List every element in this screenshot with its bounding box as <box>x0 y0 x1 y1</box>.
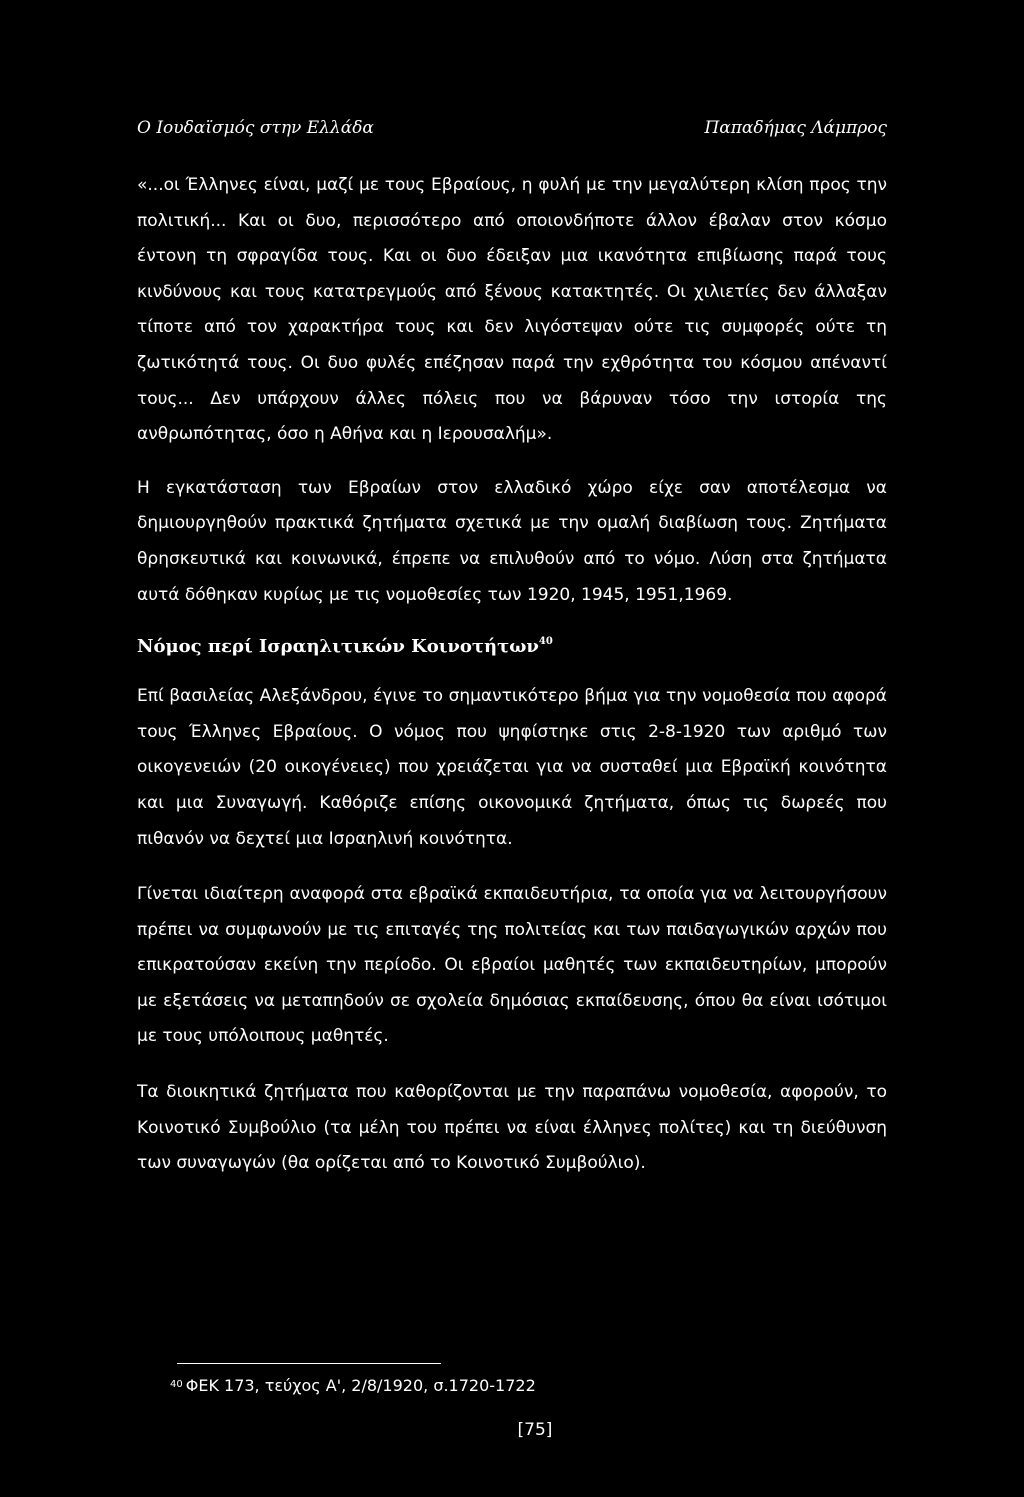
header-author: Παπαδήμας Λάμπρος <box>704 118 887 138</box>
footnote-divider <box>177 1363 441 1364</box>
section-heading-text: Νόμος περί Ισραηλιτικών Κοινοτήτων <box>137 636 539 658</box>
footnote-reference[interactable]: 40 <box>538 636 553 648</box>
body-paragraph-administration: Τα διοικητικά ζητήματα που καθορίζονται με την παραπάνω νομοθεσία, αφορούν, το Κοινοτικό Συμβούλιο (τα μέλη του πρέπει να είναι έλληνες πολίτες) και τη διεύθυνση των συναγωγών (θα ορίζεται από το Κοινοτικό Συμβούλιο). <box>137 1082 887 1174</box>
running-header <box>137 118 887 144</box>
footnote-text: ΦΕΚ 173, τεύχος Α', 2/8/1920, σ.1720-1722 <box>185 1376 536 1395</box>
page-body <box>137 168 887 1202</box>
footnote <box>170 1376 536 1395</box>
footnote-number: 40 <box>170 1379 183 1390</box>
header-book-title: Ο Ιουδαϊσμός στην Ελλάδα <box>137 118 374 138</box>
body-paragraph-law-1920: Επί βασιλείας Αλεξάνδρου, έγινε το σημαντικότερο βήμα για την νομοθεσία που αφορά τους Έλληνες Εβραίους. Ο νόμος που ψηφίστηκε στις 2-8-1920 των αριθμό των οικογενειών (20 οικογένειες) που χρειάζεται για να συσταθεί μια Εβραϊκή κοινότητα και μια Συναγωγή. Καθόριζε επίσης οικονομικά ζητήματα, όπως τις δωρεές που πιθανόν να δεχτεί μια Ισραηλινή κοινότητα. <box>137 686 887 849</box>
body-paragraph-schools: Γίνεται ιδιαίτερη αναφορά στα εβραϊκά εκπαιδευτήρια, τα οποία για να λειτουργήσουν πρέπει να συμφωνούν με τις επιταγές της πολιτείας και των παιδαγωγικών αρχών που επικρατούσαν εκείνη την περίοδο. Οι εβραίοι μαθητές των εκπαιδευτηρίων, μπορούν με εξετάσεις να μεταπηδούν σε σχολεία δημόσιας εκπαίδευσης, όπου θα είναι ισότιμοι με τους υπόλοιπους μαθητές. <box>137 884 887 1047</box>
page-number: [75] <box>517 1420 553 1440</box>
quote-paragraph: «...οι Έλληνες είναι, μαζί με τους Εβραίους, η φυλή με την μεγαλύτερη κλίση προς την πολιτική... Και οι δυο, περισσότερο από οποιονδήποτε άλλον έβαλαν στον κόσμο έντονη τη σφραγίδα τους. Και οι δυο έδειξαν μια ικανότητα επιβίωσης παρά τους κινδύνους και τους κατατρεγμούς από ξένους κατακτητές. Οι χιλιετίες δεν άλλαξαν τίποτε από τον χαρακτήρα τους και δεν λιγόστεψαν ούτε τις συμφορές ούτε τη ζωτικότητά τους. Οι δυο φυλές επέζησαν παρά την εχθρότητα του κόσμου απέναντί τους... Δεν υπάρχουν άλλες πόλεις που να βάρυναν τόσο την ιστορία της ανθρωπότητας, όσο η Αθήνα και η Ιερουσαλήμ». <box>137 175 887 445</box>
body-paragraph-settlement: Η εγκατάσταση των Εβραίων στον ελλαδικό χώρο είχε σαν αποτέλεσμα να δημιουργηθούν πρακτικά ζητήματα σχετικά με την ομαλή διαβίωση τους. Ζητήματα θρησκευτικά και κοινωνικά, έπρεπε να επιλυθούν από το νόμο. Λύση στα ζητήματα αυτά δόθηκαν κυρίως με τις νομοθεσίες των 1920, 1945, 1951,1969. <box>137 477 887 605</box>
section-heading <box>137 629 887 665</box>
